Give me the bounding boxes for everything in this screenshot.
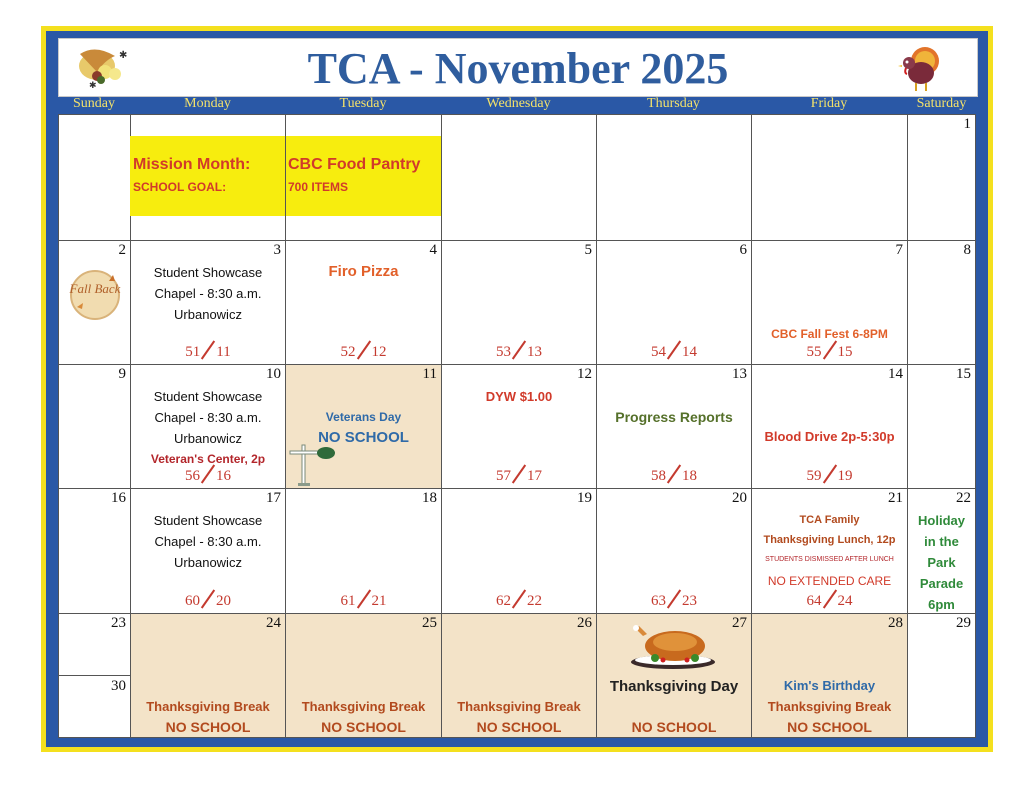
- event-progress-reports: Progress Reports: [615, 409, 733, 425]
- day-number: 5: [584, 242, 592, 258]
- event-thanksgiving-break: Thanksgiving Break: [457, 699, 581, 714]
- banner-divider: [285, 114, 286, 240]
- day-number: 12: [577, 366, 592, 382]
- day-count: 60 20: [131, 588, 285, 610]
- day-cell-27: [596, 613, 752, 738]
- day-cell-6: [596, 240, 752, 365]
- day-number: 27: [732, 615, 747, 631]
- day-cell-25: [285, 613, 442, 738]
- day-cell-16: [58, 488, 131, 614]
- svg-text:✱: ✱: [119, 50, 128, 61]
- event-no-school: NO SCHOOL: [318, 429, 409, 446]
- day-cell-2: [58, 240, 131, 365]
- event-thanksgiving-day: Thanksgiving Day: [609, 678, 739, 695]
- day-cell-4: [285, 240, 442, 365]
- day-number: 10: [266, 366, 281, 382]
- day-number: 4: [429, 242, 437, 258]
- roast-turkey-icon: [629, 624, 717, 670]
- event-kims-birthday: Kim's Birthday: [783, 678, 876, 693]
- day-count: 56 16: [131, 463, 285, 485]
- event-thanksgiving-break: Thanksgiving Break: [767, 699, 892, 714]
- event-parade: Parade: [919, 576, 964, 591]
- day-number: 14: [888, 366, 903, 382]
- event-dismissal-note: STUDENTS DISMISSED AFTER LUNCH: [765, 556, 894, 563]
- day-count: 58 18: [597, 463, 751, 485]
- day-cell-8: [907, 240, 976, 365]
- day-cell-19: [441, 488, 597, 614]
- event-showcase: Student Showcase: [153, 513, 263, 528]
- day-number: 26: [577, 615, 592, 631]
- event-in-the: in the: [924, 534, 959, 549]
- day-cell-24: [130, 613, 286, 738]
- day-number: 29: [956, 615, 971, 631]
- event-no-school: NO SCHOOL: [476, 719, 562, 735]
- day-cell-1: [907, 114, 976, 241]
- weekday-thursday: Thursday: [647, 96, 700, 111]
- event-parade-time: 6pm: [928, 597, 955, 612]
- day-cell-18: [285, 488, 442, 614]
- day-cell-21: [751, 488, 908, 614]
- banner-right-sub: 700 ITEMS: [288, 180, 349, 194]
- page-title: TCA - November 2025: [307, 44, 729, 93]
- day-count: 53 13: [442, 339, 596, 361]
- event-firo-pizza: Firo Pizza: [328, 263, 399, 280]
- event-holiday: Holiday: [918, 513, 965, 528]
- day-cell-17: [130, 488, 286, 614]
- day-cell-5: [441, 240, 597, 365]
- day-cell-23: [58, 613, 131, 676]
- event-fall-fest: CBC Fall Fest 6-8PM: [771, 327, 888, 341]
- day-number: 7: [895, 242, 903, 258]
- event-no-school: NO SCHOOL: [165, 719, 251, 735]
- day-cell-7: [751, 240, 908, 365]
- day-cell-26: [441, 613, 597, 738]
- day-cell-empty: [441, 114, 597, 241]
- day-cell-22: [907, 488, 976, 614]
- day-number: 20: [732, 490, 747, 506]
- day-cell-empty: [596, 114, 752, 241]
- day-cell-20: [596, 488, 752, 614]
- day-number: 25: [422, 615, 437, 631]
- day-count: 62 22: [442, 588, 596, 610]
- day-cell-15: [907, 364, 976, 489]
- event-chapel: Chapel - 8:30 a.m.: [154, 410, 262, 425]
- day-number: 22: [956, 490, 971, 506]
- day-count: 57 17: [442, 463, 596, 485]
- day-number: 3: [273, 242, 281, 258]
- day-count: 52 12: [286, 339, 441, 361]
- day-number: 19: [577, 490, 592, 506]
- event-no-extended-care: NO EXTENDED CARE: [767, 574, 892, 588]
- weekday-saturday: Saturday: [916, 96, 967, 111]
- weekday-friday: Friday: [810, 96, 848, 111]
- event-tca-family: TCA Family: [799, 514, 860, 526]
- day-number: 21: [888, 490, 903, 506]
- event-dyw: DYW $1.00: [485, 389, 553, 404]
- day-number: 16: [111, 490, 126, 506]
- event-blood-drive: Blood Drive 2p-5:30p: [764, 429, 895, 444]
- day-number: 6: [739, 242, 747, 258]
- day-number: 1: [963, 116, 971, 132]
- banner-left-title: Mission Month:: [133, 156, 251, 173]
- day-number: 23: [111, 615, 126, 631]
- event-no-school: NO SCHOOL: [787, 719, 872, 735]
- day-number: 9: [118, 366, 126, 382]
- day-count: 64 24: [752, 588, 907, 610]
- event-thanksgiving-break: Thanksgiving Break: [301, 699, 426, 714]
- day-number: 15: [956, 366, 971, 382]
- day-cell-10: [130, 364, 286, 489]
- title-bar: [58, 38, 978, 97]
- event-no-school: NO SCHOOL: [631, 719, 717, 735]
- event-park: Park: [927, 555, 956, 570]
- event-showcase: Student Showcase: [153, 265, 263, 280]
- day-number: 17: [266, 490, 281, 506]
- event-veterans-center: Veteran's Center, 2p: [150, 452, 266, 466]
- svg-text:✱: ✱: [89, 80, 97, 90]
- day-cell-12: [441, 364, 597, 489]
- day-count: 54 14: [597, 339, 751, 361]
- banner-left-sub: SCHOOL GOAL:: [133, 180, 227, 194]
- day-number: 11: [422, 366, 437, 382]
- day-cell-29: [907, 613, 976, 738]
- day-number: 18: [422, 490, 437, 506]
- event-no-school: NO SCHOOL: [321, 719, 406, 735]
- event-thanksgiving-lunch: Thanksgiving Lunch, 12p: [763, 534, 896, 546]
- day-count: 59 19: [752, 463, 907, 485]
- day-number: 8: [963, 242, 971, 258]
- day-count: 61 21: [286, 588, 441, 610]
- day-count: 55 15: [752, 339, 907, 361]
- day-cell-14: [751, 364, 908, 489]
- banner-right-title: CBC Food Pantry: [288, 156, 421, 173]
- day-cell-30: [58, 675, 131, 738]
- event-veterans-day: Veterans Day: [325, 410, 402, 424]
- turkey-icon: [895, 41, 947, 93]
- event-showcase: Student Showcase: [153, 389, 263, 404]
- day-cell-3: [130, 240, 286, 365]
- day-cell-11: [285, 364, 442, 489]
- fall-back-clock-icon: [69, 267, 121, 323]
- event-chapel: Chapel - 8:30 a.m.: [154, 534, 262, 549]
- weekday-monday: Monday: [184, 96, 231, 111]
- day-cell-9: [58, 364, 131, 489]
- day-number: 13: [732, 366, 747, 382]
- event-speaker: Urbanowicz: [174, 431, 242, 446]
- day-cell-28: [751, 613, 908, 738]
- day-number: 2: [118, 242, 126, 258]
- event-speaker: Urbanowicz: [174, 307, 242, 322]
- day-cell-empty: [751, 114, 908, 241]
- day-count: 63 23: [597, 588, 751, 610]
- day-number: 28: [888, 615, 903, 631]
- soldier-memorial-icon: [288, 439, 338, 487]
- fall-back-text: Fall Back: [69, 281, 121, 296]
- event-thanksgiving-break: Thanksgiving Break: [146, 699, 270, 714]
- event-chapel: Chapel - 8:30 a.m.: [154, 286, 262, 301]
- weekday-tuesday: Tuesday: [339, 96, 387, 111]
- day-cell-empty: [58, 114, 131, 241]
- day-number: 24: [266, 615, 281, 631]
- weekday-wednesday: Wednesday: [486, 96, 551, 111]
- event-speaker: Urbanowicz: [174, 555, 242, 570]
- weekday-sunday: Sunday: [73, 96, 115, 111]
- day-count: 51 11: [131, 339, 285, 361]
- day-number: 30: [111, 678, 126, 694]
- day-cell-13: [596, 364, 752, 489]
